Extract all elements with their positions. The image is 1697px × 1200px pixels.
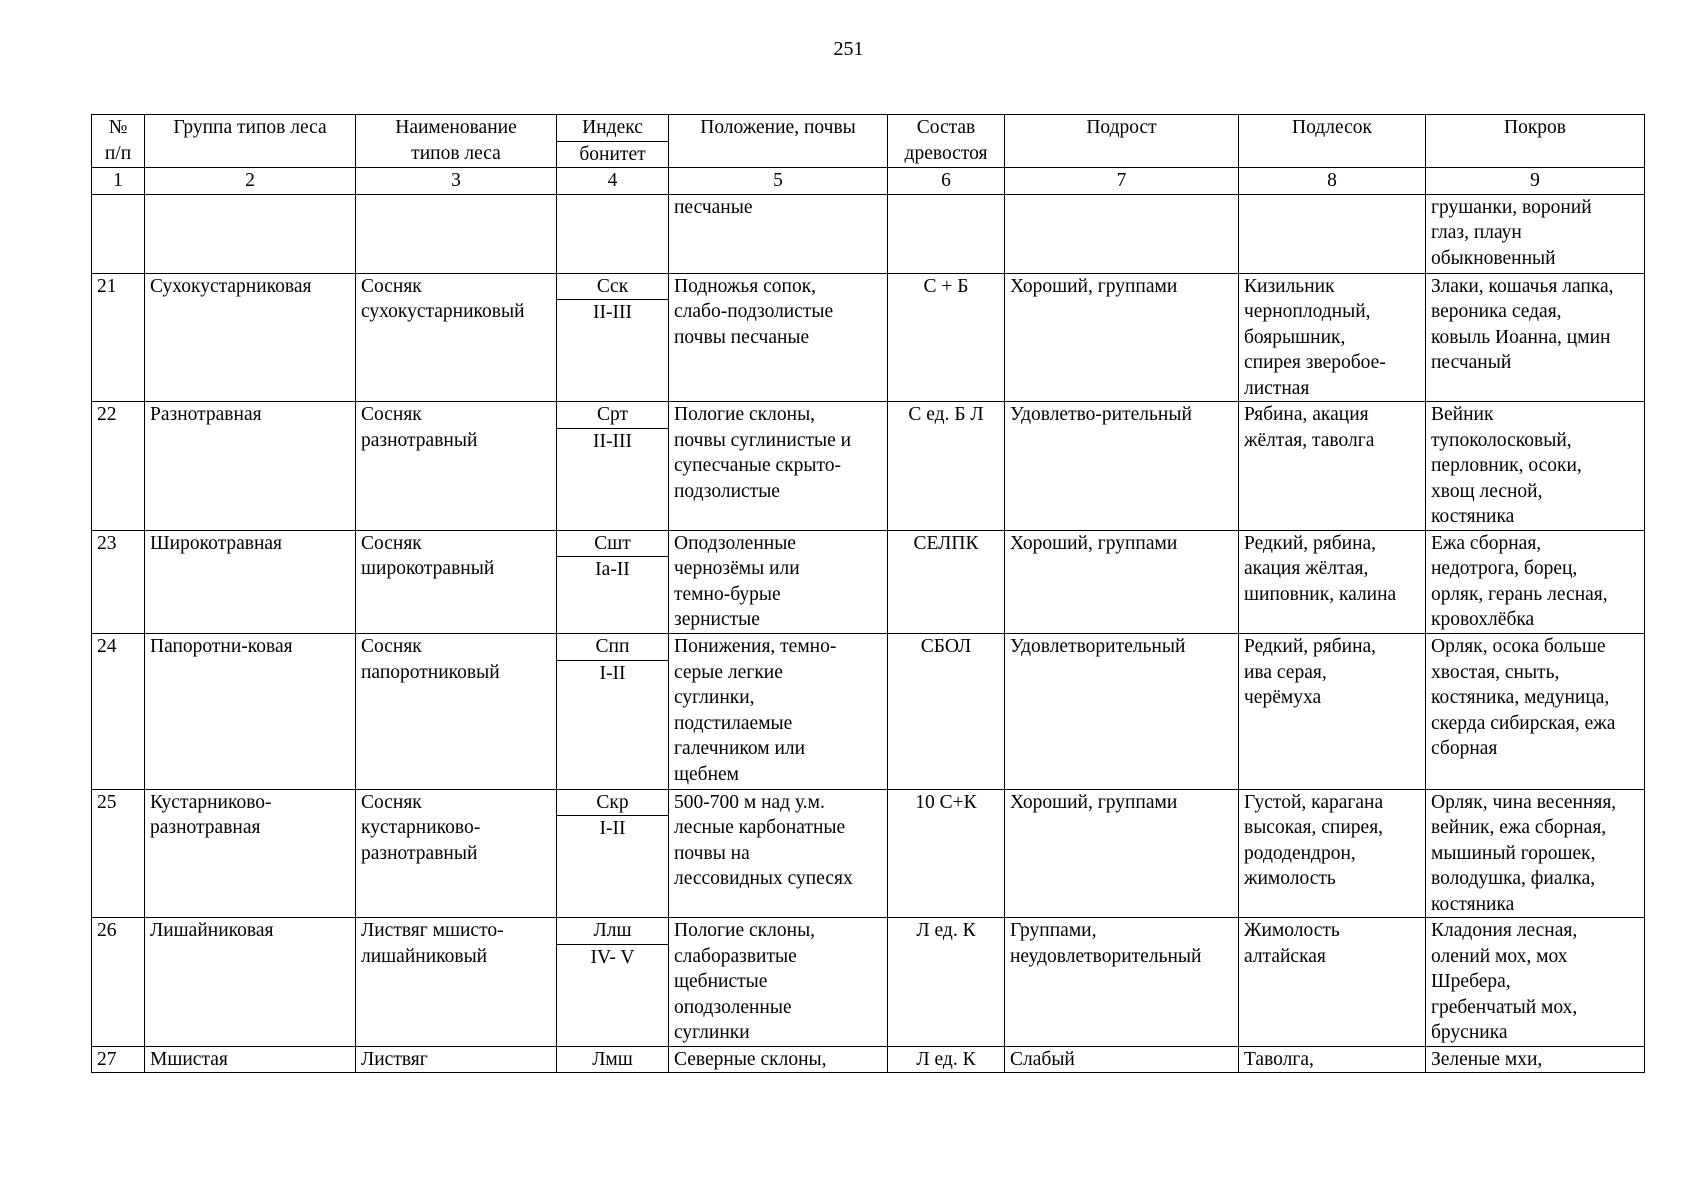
table-row bbox=[92, 1046, 1645, 1073]
position-cell: песчаные bbox=[669, 194, 888, 273]
header-bonitet: бонитет bbox=[557, 141, 669, 168]
understory-cell: Рябина, акация жёлтая, таволга bbox=[1239, 402, 1426, 531]
understory-cell: Таволга, bbox=[1239, 1046, 1426, 1073]
undergrowth-cell: Хороший, группами bbox=[1005, 789, 1239, 918]
forest-types-table bbox=[91, 114, 1645, 1073]
header-understory: Подлесок bbox=[1239, 115, 1426, 168]
forest-type-cell: Сосняк кустарниково- разнотравный bbox=[356, 789, 557, 918]
forest-type-cell: Сосняк разнотравный bbox=[356, 402, 557, 531]
column-number: 2 bbox=[145, 168, 356, 195]
undergrowth-cell: Удовлетво-рительный bbox=[1005, 402, 1239, 531]
header-cover: Покров bbox=[1426, 115, 1645, 168]
header-undergrowth: Подрост bbox=[1005, 115, 1239, 168]
header-index: Индекс bbox=[557, 115, 669, 142]
header-position: Положение, почвы bbox=[669, 115, 888, 168]
page-number: 251 bbox=[833, 38, 864, 60]
cover-cell: Ежа сборная, недотрога, борец, орляк, герань лесная, кровохлёбка bbox=[1426, 530, 1645, 634]
header-composition: Состав древостоя bbox=[888, 115, 1005, 168]
position-cell: 500-700 м над у.м. лесные карбонатные почвы на лессовидных супесях bbox=[669, 789, 888, 918]
column-number: 5 bbox=[669, 168, 888, 195]
bonitet-cell: II-III bbox=[557, 300, 669, 402]
table-row bbox=[92, 530, 1645, 557]
column-number: 3 bbox=[356, 168, 557, 195]
understory-cell: Жимолость алтайская bbox=[1239, 918, 1426, 1047]
row-number: 24 bbox=[92, 634, 145, 790]
forest-type-cell: Сосняк широкотравный bbox=[356, 530, 557, 634]
understory-cell: Густой, карагана высокая, спирея, рододендрон, жимолость bbox=[1239, 789, 1426, 918]
table-row bbox=[92, 789, 1645, 816]
column-number: 7 bbox=[1005, 168, 1239, 195]
composition-cell: СБОЛ bbox=[888, 634, 1005, 790]
index-cell: Срт bbox=[557, 402, 669, 429]
composition-cell: С ед. Б Л bbox=[888, 402, 1005, 531]
forest-group-cell: Кустарниково- разнотравная bbox=[145, 789, 356, 918]
row-number: 26 bbox=[92, 918, 145, 1047]
bonitet-cell: Ia-II bbox=[557, 557, 669, 634]
position-cell: Северные склоны, bbox=[669, 1046, 888, 1073]
understory-cell: Кизильник черноплодный, боярышник, спирея зверобое- листная bbox=[1239, 273, 1426, 402]
forest-group-cell: Разнотравная bbox=[145, 402, 356, 531]
column-number: 9 bbox=[1426, 168, 1645, 195]
index-cell: Сшт bbox=[557, 530, 669, 557]
table-row bbox=[92, 634, 1645, 661]
composition-cell: Л ед. К bbox=[888, 918, 1005, 1047]
row-number: 22 bbox=[92, 402, 145, 531]
forest-group-cell: Широкотравная bbox=[145, 530, 356, 634]
index-cell: Ллш bbox=[557, 918, 669, 945]
continuation-row bbox=[92, 194, 1645, 273]
forest-type-cell: Сосняк сухокустарниковый bbox=[356, 273, 557, 402]
header-type-name: Наименование типов леса bbox=[356, 115, 557, 168]
row-number: 21 bbox=[92, 273, 145, 402]
table-row bbox=[92, 273, 1645, 300]
forest-type-cell: Листвяг мшисто- лишайниковый bbox=[356, 918, 557, 1047]
bonitet-cell: IV- V bbox=[557, 944, 669, 1046]
cover-cell: Орляк, осока больше хвостая, сныть, костяника, медуница, скерда сибирская, ежа сборная bbox=[1426, 634, 1645, 790]
undergrowth-cell: Хороший, группами bbox=[1005, 273, 1239, 402]
header-num: № п/п bbox=[92, 115, 145, 168]
forest-type-cell: Листвяг bbox=[356, 1046, 557, 1073]
table-row bbox=[92, 918, 1645, 945]
forest-group-cell: Лишайниковая bbox=[145, 918, 356, 1047]
understory-cell: Редкий, рябина, акация жёлтая, шиповник, калина bbox=[1239, 530, 1426, 634]
header-group: Группа типов леса bbox=[145, 115, 356, 168]
forest-type-cell: Сосняк папоротниковый bbox=[356, 634, 557, 790]
column-number: 1 bbox=[92, 168, 145, 195]
undergrowth-cell: Группами, неудовлетворительный bbox=[1005, 918, 1239, 1047]
bonitet-cell: I-II bbox=[557, 660, 669, 789]
understory-cell: Редкий, рябина, ива серая, черёмуха bbox=[1239, 634, 1426, 790]
index-cell: Сск bbox=[557, 273, 669, 300]
position-cell: Оподзоленные чернозёмы или темно-бурые зернистые bbox=[669, 530, 888, 634]
row-number: 25 bbox=[92, 789, 145, 918]
undergrowth-cell: Слабый bbox=[1005, 1046, 1239, 1073]
cover-cell: грушанки, вороний глаз, плаун обыкновенный bbox=[1426, 194, 1645, 273]
cover-cell: Вейник тупоколосковый, перловник, осоки, хвощ лесной, костяника bbox=[1426, 402, 1645, 531]
index-cell: Спп bbox=[557, 634, 669, 661]
cover-cell: Орляк, чина весенняя, вейник, ежа сборная, мышиный горошек, володушка, фиалка, костяника bbox=[1426, 789, 1645, 918]
position-cell: Пологие склоны, слаборазвитые щебнистые оподзоленные суглинки bbox=[669, 918, 888, 1047]
position-cell: Подножья сопок, слабо-подзолистые почвы песчаные bbox=[669, 273, 888, 402]
undergrowth-cell: Удовлетворительный bbox=[1005, 634, 1239, 790]
column-number: 6 bbox=[888, 168, 1005, 195]
forest-group-cell: Сухокустарниковая bbox=[145, 273, 356, 402]
column-number: 8 bbox=[1239, 168, 1426, 195]
row-number: 27 bbox=[92, 1046, 145, 1073]
bonitet-cell: II-III bbox=[557, 428, 669, 530]
index-cell: Лмш bbox=[557, 1046, 669, 1073]
composition-cell: СЕЛПК bbox=[888, 530, 1005, 634]
forest-group-cell: Папоротни-ковая bbox=[145, 634, 356, 790]
position-cell: Пологие склоны, почвы суглинистые и супесчаные скрыто- подзолистые bbox=[669, 402, 888, 531]
undergrowth-cell: Хороший, группами bbox=[1005, 530, 1239, 634]
cover-cell: Кладония лесная, олений мох, мох Шребера, гребенчатый мох, брусника bbox=[1426, 918, 1645, 1047]
table-row bbox=[92, 402, 1645, 429]
header-row bbox=[92, 115, 1645, 142]
forest-group-cell: Мшистая bbox=[145, 1046, 356, 1073]
composition-cell: 10 С+К bbox=[888, 789, 1005, 918]
cover-cell: Зеленые мхи, bbox=[1426, 1046, 1645, 1073]
bonitet-cell: I-II bbox=[557, 816, 669, 918]
column-number-row bbox=[92, 168, 1645, 195]
row-number: 23 bbox=[92, 530, 145, 634]
composition-cell: Л ед. К bbox=[888, 1046, 1005, 1073]
composition-cell: С + Б bbox=[888, 273, 1005, 402]
cover-cell: Злаки, кошачья лапка, вероника седая, ковыль Иоанна, цмин песчаный bbox=[1426, 273, 1645, 402]
index-cell: Скр bbox=[557, 789, 669, 816]
column-number: 4 bbox=[557, 168, 669, 195]
position-cell: Понижения, темно- серые легкие суглинки, подстилаемые галечником или щебнем bbox=[669, 634, 888, 790]
